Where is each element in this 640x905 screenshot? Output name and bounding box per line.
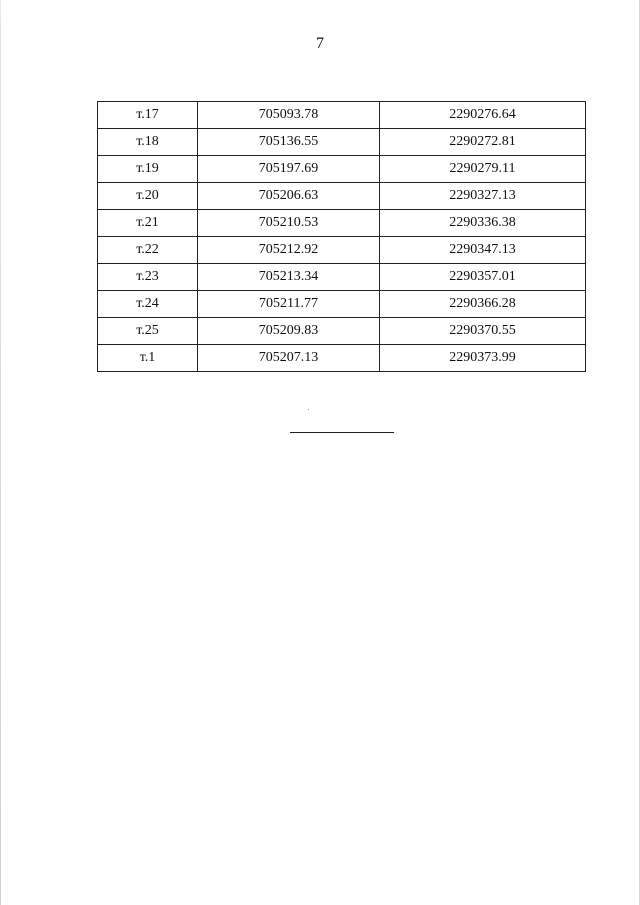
x-coordinate-cell: 705212.92 (198, 237, 380, 264)
x-coordinate-cell: 705209.83 (198, 318, 380, 345)
page-left-edge (0, 0, 1, 905)
table-row (98, 183, 586, 210)
point-cell: т.21 (98, 210, 198, 237)
x-coordinate-cell: 705197.69 (198, 156, 380, 183)
point-cell: т.20 (98, 183, 198, 210)
x-coordinate-cell: 705207.13 (198, 345, 380, 372)
y-coordinate-cell: 2290370.55 (380, 318, 586, 345)
table-row (98, 237, 586, 264)
point-cell: т.1 (98, 345, 198, 372)
table-row (98, 210, 586, 237)
table-row (98, 318, 586, 345)
table-row (98, 264, 586, 291)
point-cell: т.24 (98, 291, 198, 318)
coordinates-table (97, 101, 586, 372)
y-coordinate-cell: 2290366.28 (380, 291, 586, 318)
table-row (98, 102, 586, 129)
x-coordinate-cell: 705213.34 (198, 264, 380, 291)
table-row (98, 345, 586, 372)
table-row (98, 156, 586, 183)
y-coordinate-cell: 2290279.11 (380, 156, 586, 183)
point-cell: т.19 (98, 156, 198, 183)
y-coordinate-cell: 2290272.81 (380, 129, 586, 156)
point-cell: т.17 (98, 102, 198, 129)
y-coordinate-cell: 2290373.99 (380, 345, 586, 372)
table-row (98, 129, 586, 156)
x-coordinate-cell: 705210.53 (198, 210, 380, 237)
y-coordinate-cell: 2290336.38 (380, 210, 586, 237)
point-cell: т.22 (98, 237, 198, 264)
x-coordinate-cell: 705211.77 (198, 291, 380, 318)
end-of-document-rule (290, 432, 394, 433)
x-coordinate-cell: 705206.63 (198, 183, 380, 210)
y-coordinate-cell: 2290347.13 (380, 237, 586, 264)
point-cell: т.18 (98, 129, 198, 156)
y-coordinate-cell: 2290357.01 (380, 264, 586, 291)
point-cell: т.25 (98, 318, 198, 345)
page-number: 7 (316, 35, 324, 52)
y-coordinate-cell: 2290327.13 (380, 183, 586, 210)
y-coordinate-cell: 2290276.64 (380, 102, 586, 129)
scan-speck (308, 409, 309, 410)
x-coordinate-cell: 705136.55 (198, 129, 380, 156)
table-row (98, 291, 586, 318)
point-cell: т.23 (98, 264, 198, 291)
x-coordinate-cell: 705093.78 (198, 102, 380, 129)
